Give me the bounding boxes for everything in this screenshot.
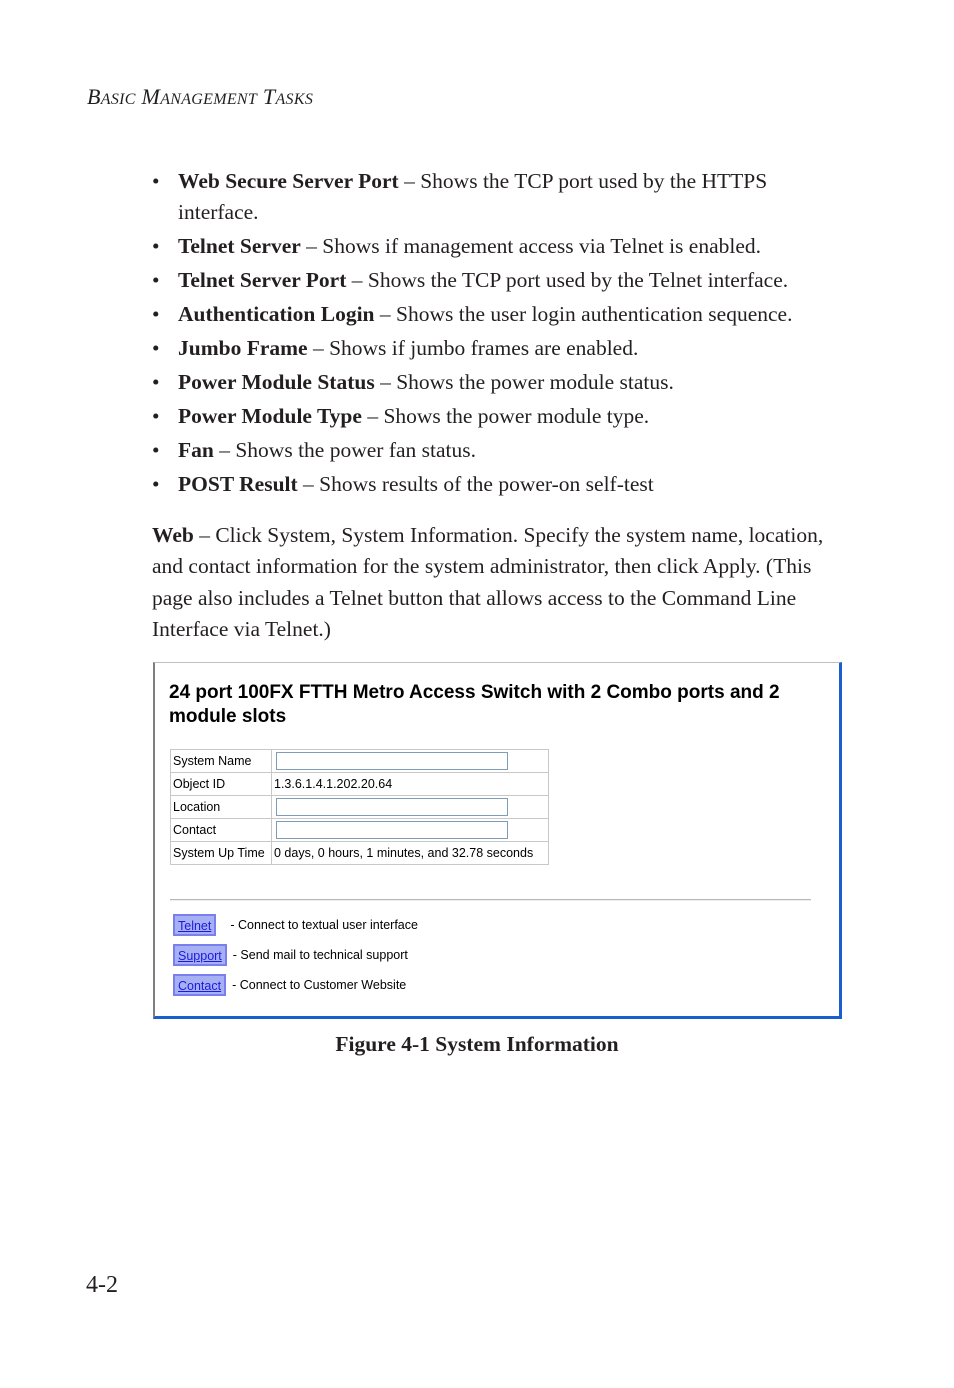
- location-input[interactable]: [276, 798, 508, 816]
- list-item: [152, 435, 852, 466]
- contact-cell: [272, 819, 549, 842]
- bullet-icon: •: [152, 302, 160, 326]
- bullet-icon: •: [152, 370, 160, 394]
- figure-caption: Figure 4-1 System Information: [335, 1032, 619, 1056]
- header-smallcaps-asks: ASKS: [275, 91, 314, 108]
- table-row: [171, 773, 549, 796]
- header-smallcaps-asic: ASIC: [100, 91, 136, 108]
- table-row: [171, 842, 549, 865]
- object-id-value: 1.3.6.1.4.1.202.20.64: [272, 773, 549, 796]
- list-item: [152, 367, 852, 398]
- support-description: - Send mail to technical support: [232, 948, 408, 962]
- telnet-row: [173, 914, 418, 936]
- list-item-term: Telnet Server Port: [178, 268, 347, 292]
- web-term: Web: [152, 523, 194, 547]
- header-initial-m: M: [141, 84, 161, 109]
- system-name-label: System Name: [171, 750, 272, 773]
- list-item-text: – Shows the TCP port used by the Telnet interface.: [346, 268, 789, 292]
- list-item-term: POST Result: [178, 472, 298, 496]
- table-row: [171, 796, 549, 819]
- bullet-icon: •: [152, 472, 160, 496]
- list-item-term: Web Secure Server Port: [178, 169, 399, 193]
- running-header: [87, 84, 313, 110]
- system-name-cell: [272, 750, 549, 773]
- list-item-text: – Shows if jumbo frames are enabled.: [307, 336, 639, 360]
- header-smallcaps-anagement: ANAGEMENT: [160, 91, 258, 108]
- divider: [170, 899, 811, 901]
- list-item-term: Jumbo Frame: [178, 336, 308, 360]
- list-item-text: – Shows the power module type.: [361, 404, 650, 428]
- table-row: [171, 750, 549, 773]
- header-initial-b: B: [87, 84, 101, 109]
- list-item-text: – Shows the power fan status.: [213, 438, 476, 462]
- field-description-list: [152, 166, 852, 503]
- list-item-term: Power Module Type: [178, 404, 362, 428]
- contact-input[interactable]: [276, 821, 508, 839]
- list-item: [152, 299, 852, 330]
- system-info-table: [170, 749, 549, 865]
- bullet-icon: •: [152, 404, 160, 428]
- telnet-description: - Connect to textual user interface: [230, 918, 418, 932]
- bullet-icon: •: [152, 268, 160, 292]
- list-item: [152, 265, 852, 296]
- list-item: [152, 166, 852, 228]
- bullet-icon: •: [152, 336, 160, 360]
- list-item: [152, 333, 852, 364]
- list-item-text: – Shows the user login authentication sequence.: [374, 302, 793, 326]
- support-row: [173, 944, 408, 966]
- contact-description: - Connect to Customer Website: [232, 978, 407, 992]
- contact-button[interactable]: Contact: [173, 974, 226, 996]
- location-cell: [272, 796, 549, 819]
- list-item-text: – Shows results of the power-on self-test: [297, 472, 654, 496]
- web-instructions-paragraph: [152, 520, 852, 645]
- support-button[interactable]: Support: [173, 944, 227, 966]
- header-initial-t: T: [262, 84, 276, 109]
- contact-label: Contact: [171, 819, 272, 842]
- system-information-screenshot: [153, 662, 842, 1019]
- object-id-label: Object ID: [171, 773, 272, 796]
- page-number: 4-2: [86, 1272, 118, 1298]
- telnet-button[interactable]: Telnet: [173, 914, 216, 936]
- list-item-term: Telnet Server: [178, 234, 301, 258]
- list-item-text: – Shows the TCP port used by the HTTPS interface.: [178, 169, 768, 224]
- list-item-text: – Shows if management access via Telnet is enabled.: [300, 234, 762, 258]
- table-row: [171, 819, 549, 842]
- list-item-term: Fan: [178, 438, 214, 462]
- list-item: [152, 401, 852, 432]
- list-item: [152, 231, 852, 262]
- contact-row: [173, 974, 406, 996]
- list-item-text: – Shows the power module status.: [374, 370, 674, 394]
- list-item-term: Power Module Status: [178, 370, 375, 394]
- bullet-icon: •: [152, 234, 160, 258]
- bullet-icon: •: [152, 169, 160, 193]
- list-item: [152, 469, 852, 500]
- web-instructions-text: – Click System, System Information. Specify the system name, location, and contact information for the system administrator, then click Apply. (This page also includes a Telnet button that allows access to the Command Line Interface via Telnet.): [152, 523, 824, 641]
- location-label: Location: [171, 796, 272, 819]
- bullet-icon: •: [152, 438, 160, 462]
- switch-title: 24 port 100FX FTTH Metro Access Switch with 2 Combo ports and 2 module slots: [169, 682, 780, 727]
- list-item-term: Authentication Login: [178, 302, 375, 326]
- system-up-time-value: 0 days, 0 hours, 1 minutes, and 32.78 seconds: [272, 842, 549, 865]
- system-up-time-label: System Up Time: [171, 842, 272, 865]
- system-name-input[interactable]: [276, 752, 508, 770]
